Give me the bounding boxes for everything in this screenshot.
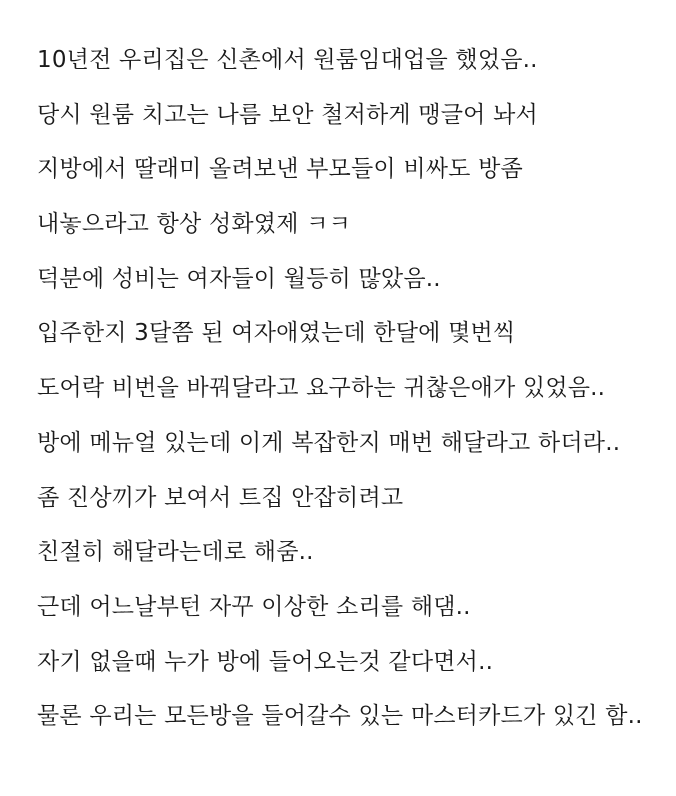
text-line: 지방에서 딸래미 올려보낸 부모들이 비싸도 방좀 xyxy=(37,156,523,183)
text-line: 좀 진상끼가 보여서 트집 안잡히려고 xyxy=(37,484,404,511)
text-line: 자기 없을때 누가 방에 들어오는것 같다면서.. xyxy=(37,648,494,675)
text-body xyxy=(37,38,643,749)
text-line: 당시 원룸 치고는 나름 보안 철저하게 맹글어 놔서 xyxy=(37,101,538,128)
text-line: 물론 우리는 모든방을 들어갈수 있는 마스터카드가 있긴 함.. xyxy=(37,703,643,730)
text-line: 도어락 비번을 바꿔달라고 요구하는 귀찮은애가 있었음.. xyxy=(37,375,606,402)
text-line: 내놓으라고 항상 성화였제 ㅋㅋ xyxy=(37,211,351,238)
text-line: 입주한지 3달쯤 된 여자애였는데 한달에 몇번씩 xyxy=(37,320,516,347)
text-line: 덕분에 성비는 여자들이 월등히 많았음.. xyxy=(37,265,441,292)
text-line: 근데 어느날부턴 자꾸 이상한 소리를 해댐.. xyxy=(37,593,471,620)
text-line: 방에 메뉴얼 있는데 이게 복잡한지 매번 해달라고 하더라.. xyxy=(37,429,621,456)
text-line: 10년전 우리집은 신촌에서 원룸임대업을 했었음.. xyxy=(37,47,538,73)
text-line: 친절히 해달라는데로 해줌.. xyxy=(37,539,314,566)
